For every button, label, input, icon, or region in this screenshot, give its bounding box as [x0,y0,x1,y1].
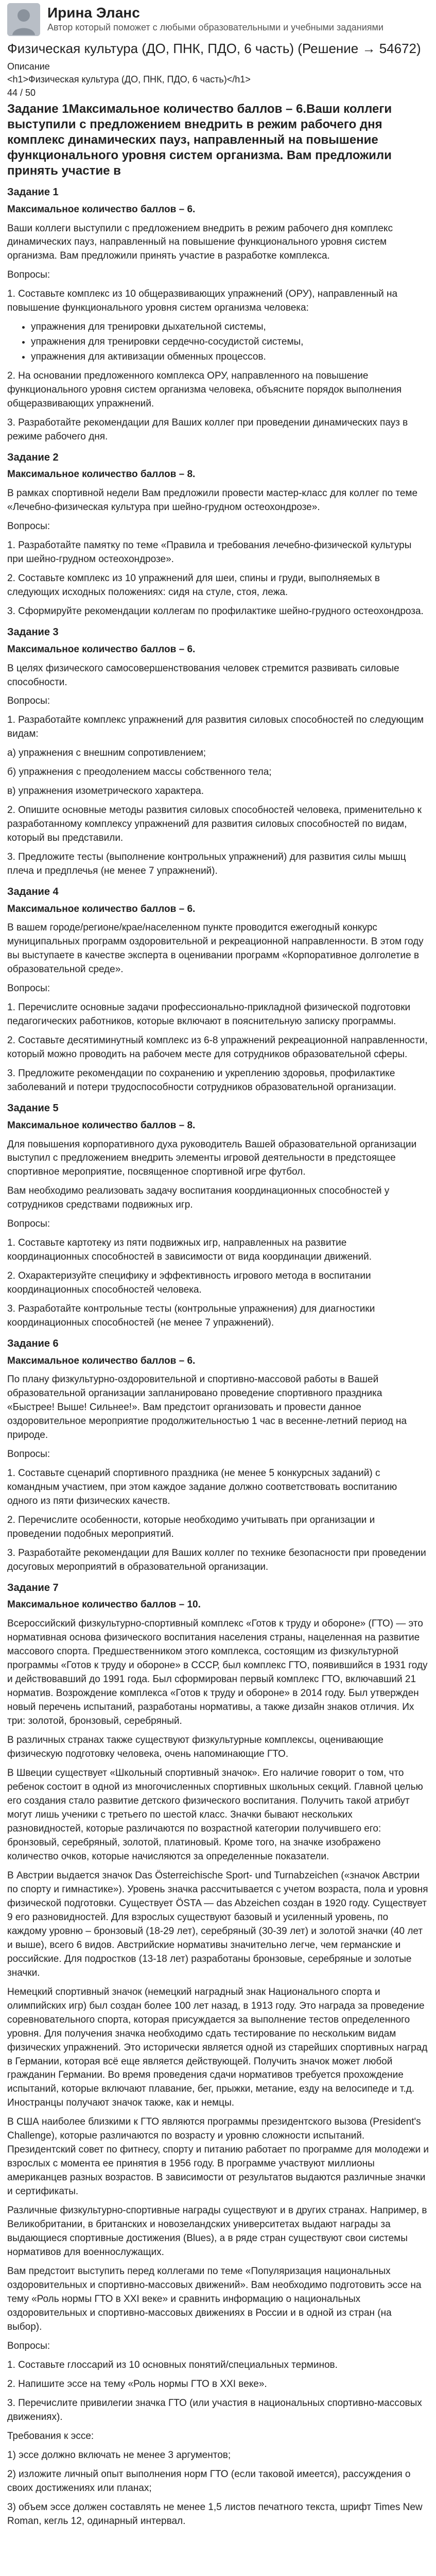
task-paragraph: 3) объем эссе должен составлять не менее 1,5 листов печатного текста, шрифт Times New Roman, кегль 12, одинарный интервал. [7,2501,423,2527]
task-paragraph: 3. Разработайте контрольные тесты (контрольные упражнения) для диагностики координационных способностей (не менее 7 упражнений). [7,1303,375,1329]
task-heading: Задание 4 [7,886,59,898]
task-paragraph: 2. На основании предложенного комплекса ОРУ, направленного на повышение функционального уровня систем организма человека, объясните порядок выполнения общеразвивающих упражнений. [7,370,402,410]
task-section [7,450,429,619]
task-paragraph: в) упражнения изометрического характера. [7,786,204,797]
task-paragraph: Вопросы: [7,696,50,707]
task-paragraph: 1. Составьте глоссарий из 10 основных понятий/специальных терминов. [7,2359,338,2370]
task-paragraph: 2. Составьте десятиминутный комплекс из 6-8 упражнений рекреационной направленности, который можно проводить на рабочем месте для сотрудников образовательной сферы. [7,1035,428,1060]
task-score: Максимальное количество баллов – 6. [7,204,196,215]
task-section [7,1336,429,1574]
task-paragraph: Различные физкультурно-спортивные награды существуют и в других странах. Например, в Великобритании, в британских и новозеландских университетах выдают награды за выдающиеся спортивные достижения (Blues), а в ряде стран существуют свои системы нормативов для военнослужащих. [7,2205,427,2258]
task-paragraph: В США наиболее близкими к ГТО являются программы президентского вызова (President's Challenge), которые различаются по возрасту и уровню сложности испытаний. Президентский совет по фитнесу, спорту и питанию работает по программе для молодежи и взрослых с момента ее принятия в 1956 году. В программе участвуют миллионы американцев разных возрастов. В зависимости от результатов выдаются различные значки и сертификаты. [7,2116,429,2197]
task-paragraph: 2) изложите личный опыт выполнения норм ГТО (если таковой имеется), рассуждения о своих достижениях или планах; [7,2468,411,2494]
task-paragraph: В Австрии выдается значок Das Österreichische Sport- und Turnabzeichen («значок Австрии по спорту и гимнастике»). Уровень значка рассчитывается с учетом возраста, пола и уровня физической подготовки. Существует ÖSTA — das Abzeichen создан в 1920 году. Существует 9 его разновидностей. Для взрослых существуют базовый и усиленный уровень, по каждому уровню – бронзовый (18-29 лет), серебряный (30-39 лет) и золотой значки (40 лет и выше), всего 6 видов. Австрийские нормативы значительно легче, чем германские и российские. Для подростков (13-18 лет) разработаны бронзовые, серебряные и золотые значки. [7,1870,428,1978]
task-paragraph: В целях физического самосовершенствования человек стремится развивать силовые способности. [7,663,399,688]
author-info [47,3,383,33]
task-score: Максимальное количество баллов – 8. [7,1120,196,1131]
task-paragraph: 1. Перечислите основные задачи профессионально-прикладной физической подготовки педагогических работников, которые включают в пояснительную записку программы. [7,1002,411,1027]
task-score: Максимальное количество баллов – 6. [7,903,196,914]
task-paragraph: 1) эссе должно включать не менее 3 аргументов; [7,2449,231,2461]
task-section [7,885,429,1095]
task-paragraph: Вопросы: [7,983,50,994]
list-item: • упражнения для тренировки дыхательной системы, [31,320,429,334]
task-paragraph: Вам необходимо реализовать задачу воспитания координационных способностей у сотрудников средствами подвижных игр. [7,1185,390,1211]
task-heading: Задание 5 [7,1103,59,1114]
author-header [7,3,429,36]
task-paragraph: Ваши коллеги выступили с предложением внедрить в режим рабочего дня комплекс динамических пауз, направленный на повышение функционального уровня систем организма. Вам предложили принять участие в разработке комплекса. [7,223,393,262]
task-heading: Задание 3 [7,626,59,638]
task-paragraph: 2. Перечислите особенности, которые необходимо учитывать при организации и проведении подобных мероприятий. [7,1515,375,1540]
task-section [7,625,429,878]
task-paragraph: В Швеции существует «Школьный спортивный значок». Его наличие говорит о том, что ребенок состоит в одной из многочисленных спортивных школьных секций. Главной целью его создания стало развитие детского физического воспитания. Получить такой атрибут могут лишь ученики с третьего по шестой класс. Значки бывают нескольких разновидностей, которые различаются по возрастной категории получившего его: бронзовый, серебряный, золотой, платиновый. Кроме того, на значке изображено количество очков, которые начисляются за определенные показатели. [7,1768,423,1862]
task-paragraph: Для повышения корпоративного духа руководитель Вашей образовательной организации выступил с предложением внедрить элементы игровой деятельности в предстоящее спортивное мероприятие, посвященное спортивной игре футбол. [7,1139,417,1178]
page-title: Физическая культура (ДО, ПНК, ПДО, 6 часть) (Решение → 54672) [7,41,421,56]
task-section [7,1581,429,2528]
task-paragraph: Вопросы: [7,2340,50,2351]
task-paragraph: Вопросы: [7,269,50,281]
raw-heading-text: <h1>Физическая культура (ДО, ПНК, ПДО, 6 часть)</h1> [7,74,251,85]
task-paragraph: Требования к эссе: [7,2430,94,2442]
task-paragraph: Вопросы: [7,1449,50,1460]
task-paragraph: В рамках спортивной недели Вам предложили провести мастер-класс для коллег по теме «Лечебно-физическая культура при шейно-грудном остеохондрозе». [7,488,418,513]
task-paragraph: В вашем городе/регионе/крае/населенном пункте проводится ежегодный конкурс муниципальных программ оздоровительной и рекреационной направленности. В этом году вы выступаете в качестве эксперта в оценивании программ «Корпоративное долголетие в образовательной среде». [7,922,424,975]
task-paragraph: 2. Напишите эссе на тему «Роль нормы ГТО в XXI веке». [7,2378,267,2389]
task-paragraph: 2. Опишите основные методы развития силовых способностей человека, применительно к разработанному комплексу упражнений для развития силовых способностей по видам, который вы представили. [7,805,422,844]
task-paragraph: 2. Составьте комплекс из 10 упражнений для шеи, спины и груди, выполняемых в следующих исходных положениях: сидя на стуле, стоя, лежа. [7,573,380,598]
task-paragraph: 1. Составьте комплекс из 10 общеразвивающих упражнений (ОРУ), направленный на повышение функционального уровня систем организма человека: [7,289,398,314]
task-score: Максимальное количество баллов – 8. [7,469,196,480]
task-heading: Задание 6 [7,1338,59,1350]
task-paragraph: Немецкий спортивный значок (немецкий наградный знак Национального спорта и олимпийских игр) был создан более 100 лет назад, в 1913 году. Это награда за проведение соревновательного спорта, которая присуждается за выполнение тестов определенного уровня. Для получения значка необходимо сдать тестирование по нескольким видам физических упражнений. Это исторически является одной из старейших спортивных наград в Германии, которая всё еще является действующей. Получить значок может любой гражданин Германии. Во время проведения сдачи нормативов требуется прохождение испытаний, которые включают плавание, бег, прыжки, метание, езду на велосипеде и т.д. Иностранцы получают значок также, как и немцы. [7,1986,428,2109]
task-paragraph: 1. Разработайте памятку по теме «Правила и требования лечебно-физической культуры при шейно-грудном остеохондрозе». [7,540,412,565]
task-paragraph: 3. Перечислите привилегии значка ГТО (или участия в национальных спортивно-массовых движениях). [7,2397,422,2422]
description-label: Описание [7,61,50,72]
task-paragraph: 3. Предложите тесты (выполнение контрольных упражнений) для развития силы мышц плеча и предплечья (не менее 7 упражнений). [7,852,406,877]
intro-summary: Задание 1Максимальное количество баллов – 6.Ваши коллеги выступили с предложением внедрить в режим рабочего дня комплекс динамических пауз, направленный на повышение функционального уровня систем организма. Вам предложили принять участие в [7,102,392,178]
task-paragraph: 2. Охарактеризуйте специфику и эффективность игрового метода в воспитании координационных способностей человека. [7,1270,371,1296]
task-heading: Задание 7 [7,1582,59,1594]
task-paragraph: В различных странах также существуют физкультурные комплексы, оценивающие физическую подготовку человека, очень напоминающие ГТО. [7,1735,383,1760]
task-bullet-list [7,320,429,364]
task-paragraph: По плану физкультурно-оздоровительной и спортивно-массовой работы в Вашей образовательной организации запланировано проведение спортивного праздника «Быстрее! Выше! Сильнее!». Вам предстоит организовать и провести данное оздоровительное мероприятие продолжительностью 1 час в весенне-летний период на природе. [7,1374,407,1441]
task-paragraph: 3. Разработайте рекомендации для Ваших коллег по технике безопасности при проведении досуговых мероприятий в образовательной организации. [7,1548,426,1573]
task-paragraph: Вопросы: [7,1218,50,1230]
task-heading: Задание 2 [7,452,59,464]
task-section [7,1101,429,1330]
list-item: • упражнения для тренировки сердечно-сосудистой системы, [31,335,429,349]
author-description: Автор который поможет с любыми образовательными и учебными заданиями [47,22,383,32]
avatar[interactable] [7,3,40,36]
task-score: Максимальное количество баллов – 6. [7,643,196,655]
page-counter: 44 / 50 [7,87,36,98]
user-avatar-icon [7,3,40,36]
author-name[interactable]: Ирина Эланс [47,5,140,21]
task-heading: Задание 1 [7,187,59,198]
task-paragraph: Всероссийский физкультурно-спортивный комплекс «Готов к труду и обороне» (ГТО) — это нормативная основа физического воспитания населения страны, нацеленная на развитие массового спорта. Предшественником этого комплекса, состоящим из физкультурной программы «Готов к труду и обороне» в СССР, был комплекс ГТО, появившийся в 1931 году и действовавший до 1991 года. Был сформирован первый комплекс ГТО, включавший 21 норматив. Возрождение комплекса «Готов к труду и обороне» в 2014 году. Был утвержден новый перечень испытаний, разработаны нормативы, а также дизайн знаков отличия. Их три: золотой, бронзовый, серебряный. [7,1618,428,1727]
task-paragraph: а) упражнения с внешним сопротивлением; [7,748,206,759]
task-paragraph: 3. Предложите рекомендации по сохранению и укреплению здоровья, профилактике заболеваний и потери трудоспособности сотрудников образовательной организации. [7,1068,396,1093]
task-paragraph: б) упражнения с преодолением массы собственного тела; [7,767,272,778]
task-section [7,185,429,444]
task-list [7,185,429,2528]
task-paragraph: Вам предстоит выступить перед коллегами по теме «Популяризация национальных оздоровительных и спортивно-массовых движений». Вам необходимо подготовить эссе на тему «Роль нормы ГТО в XXI веке» и сравнить информацию о национальных оздоровительных и спортивно-массовых движениях в России и в одной из стран (на выбор). [7,2266,422,2332]
task-score: Максимальное количество баллов – 6. [7,1355,196,1366]
list-item: • упражнения для активизации обменных процессов. [31,350,429,364]
task-score: Максимальное количество баллов – 10. [7,1599,201,1611]
task-paragraph: 1. Составьте сценарий спортивного праздника (не менее 5 конкурсных заданий) с командным участием, при этом каждое задание должно соответствовать воспитанию одного из пяти физических качеств. [7,1468,397,1507]
task-paragraph: 3. Разработайте рекомендации для Ваших коллег при проведении динамических пауз в режиме рабочего дня. [7,417,408,443]
task-paragraph: 3. Сформируйте рекомендации коллегам по профилактике шейно-грудного остеохондроза. [7,606,424,617]
task-paragraph: Вопросы: [7,521,50,532]
task-paragraph: 1. Разработайте комплекс упражнений для развития силовых способностей по следующим видам: [7,715,424,740]
task-paragraph: 1. Составьте картотеку из пяти подвижных игр, направленных на развитие координационных способностей в зависимости от вида координации движений. [7,1238,372,1263]
